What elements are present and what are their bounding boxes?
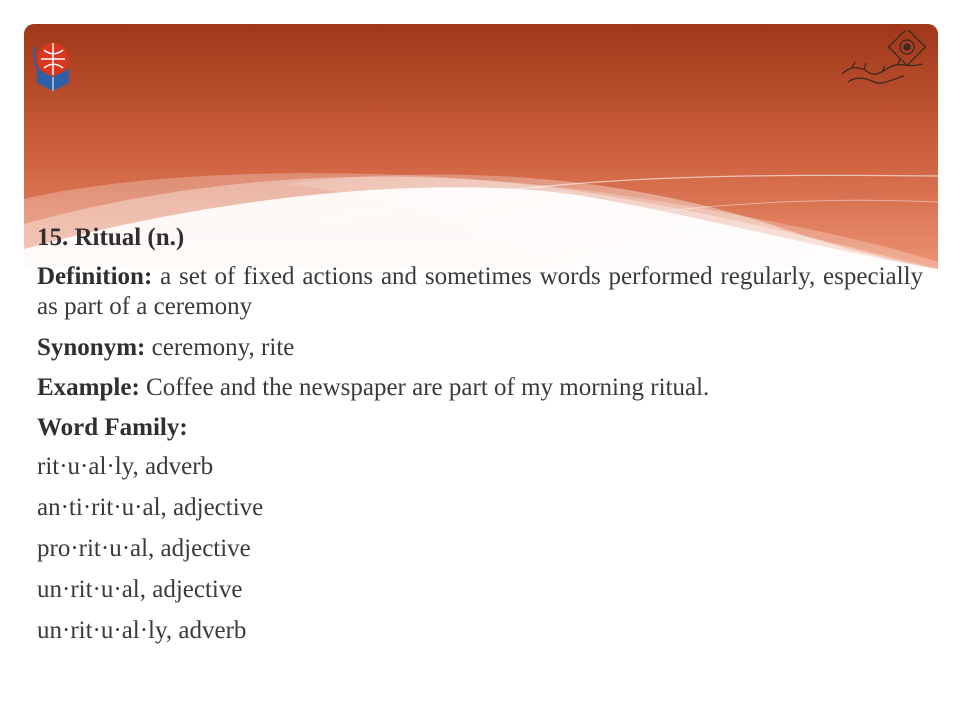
synonym-text: ceremony, rite [151,334,295,361]
definition-label: Definition: [37,263,153,290]
example-text: Coffee and the newspaper are part of my morning ritual. [146,374,710,401]
word-family-item: an·ti·rit·u·al, adjective [37,494,264,521]
edc-globe-book-logo-icon [33,33,79,95]
word-family-label: Word Family: [37,414,188,441]
definition-text: a set of fixed actions and sometimes words performed regularly, especially as part of a ceremony [37,263,924,320]
slide-content [37,222,923,657]
definition-block [37,262,923,322]
university-emblem-logo-icon [838,30,930,92]
word-family-item: un·rit·u·al·ly, adverb [37,617,247,644]
vocab-title: 15. Ritual (n.) [37,224,185,251]
word-family-item: pro·rit·u·al, adjective [37,535,251,562]
synonym-label: Synonym: [37,334,146,361]
word-family-item: un·rit·u·al, adjective [37,576,243,603]
word-family-item: rit·u·al·ly, adverb [37,453,214,480]
example-block [37,372,923,404]
example-label: Example: [37,374,140,401]
synonym-block [37,332,923,364]
